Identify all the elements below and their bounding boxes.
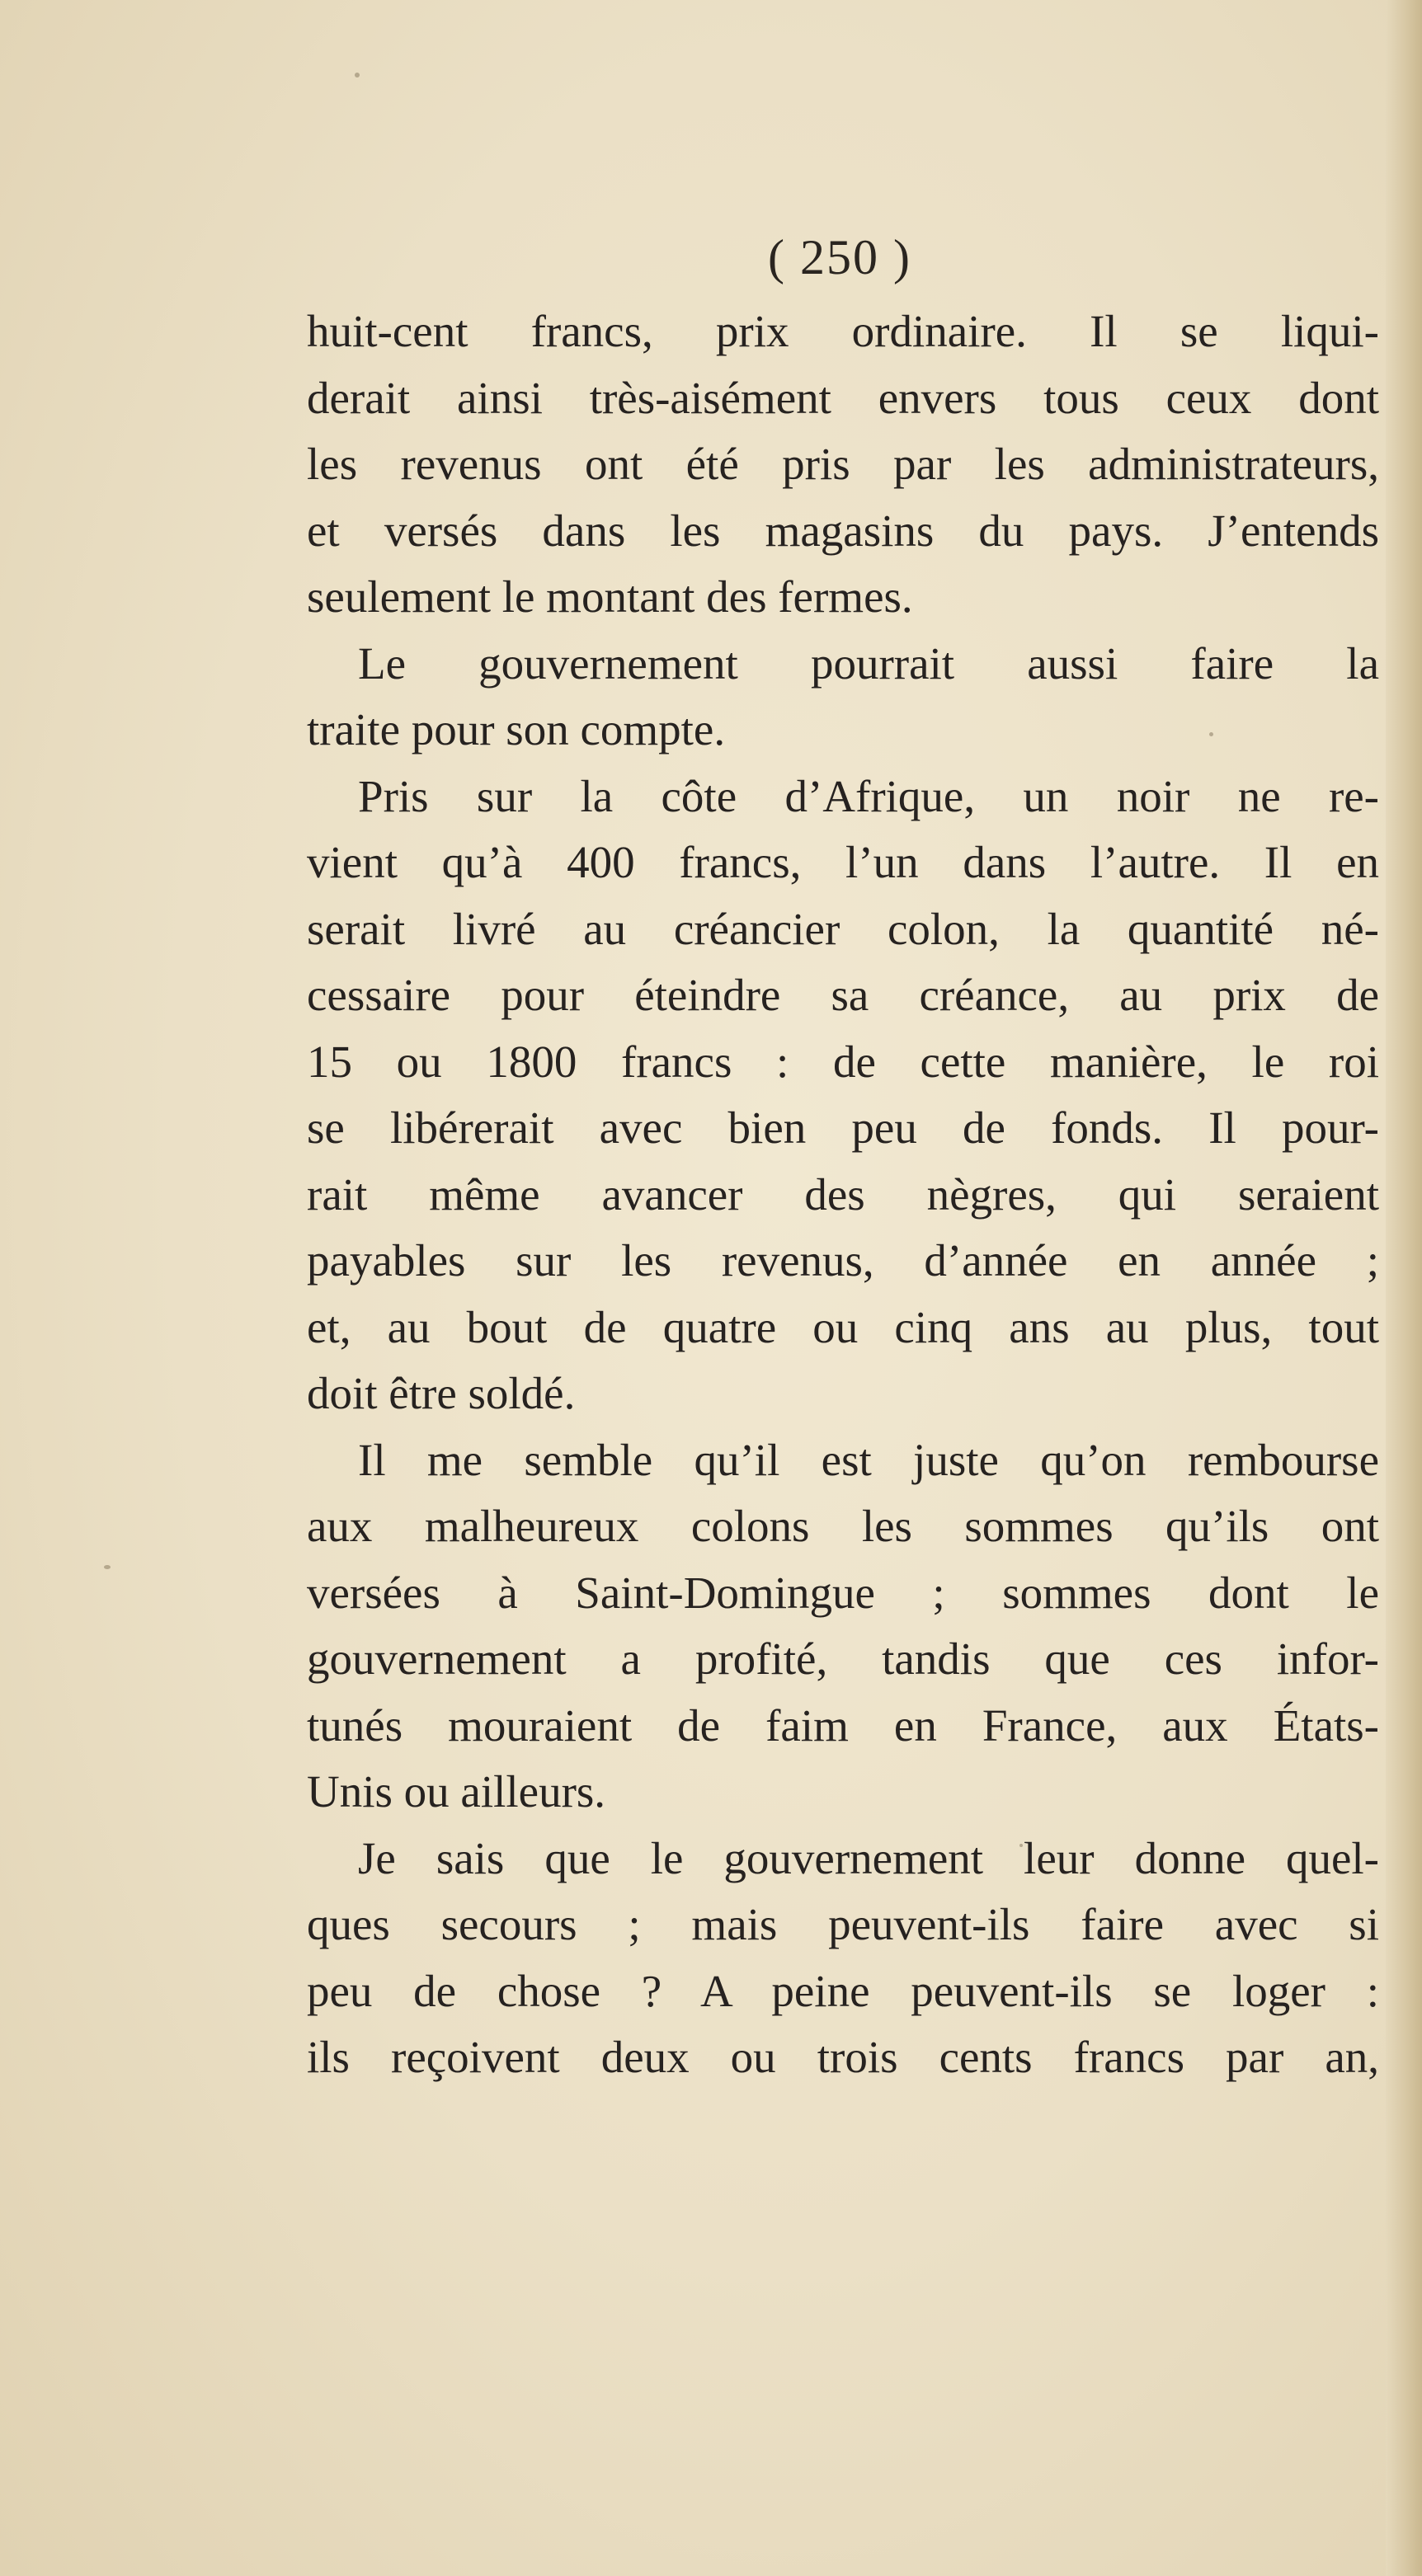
text-line: Unis ou ailleurs.	[307, 1766, 606, 1817]
text-line: 15 ou 1800 francs : de cette manière, le roi	[307, 1036, 1379, 1087]
text-line: et versés dans les magasins du pays. J’entends	[307, 505, 1379, 556]
text-line: traite pour son compte.	[307, 704, 726, 754]
text-line: Pris sur la côte d’Afrique, un noir ne re-	[358, 770, 1379, 821]
text-line: se libérerait avec bien peu de fonds. Il pour-	[307, 1102, 1379, 1153]
paper-speck	[104, 1565, 111, 1569]
text-line: ques secours ; mais peuvent-ils faire avec si	[307, 1899, 1379, 1949]
text-line: tunés mouraient de faim en France, aux États-	[307, 1699, 1379, 1751]
text-line: Je sais que le gouvernement leur donne quel-	[358, 1832, 1379, 1883]
text-line: ils reçoivent deux ou trois cents francs par an,	[307, 2032, 1379, 2082]
text-line: Le gouvernement pourrait aussi faire la	[358, 637, 1379, 689]
text-line: cessaire pour éteindre sa créance, au prix de	[307, 970, 1379, 1020]
text-line: peu de chose ? A peine peuvent-ils se loger :	[307, 1965, 1379, 2016]
text-line: et, au bout de quatre ou cinq ans au plus, tout	[307, 1301, 1379, 1352]
text-line: versées à Saint-Domingue ; sommes dont le	[307, 1567, 1379, 1618]
text-line: vient qu’à 400 francs, l’un dans l’autre. Il en	[307, 837, 1379, 887]
text-line: serait livré au créancier colon, la quantité né-	[307, 903, 1379, 954]
text-line: Il me semble qu’il est juste qu’on rembourse	[358, 1434, 1379, 1485]
text-line: payables sur les revenus, d’année en année ;	[307, 1235, 1379, 1286]
page-edge-shadow	[1386, 0, 1422, 2576]
text-line: derait ainsi très-aisément envers tous ceux dont	[307, 372, 1379, 423]
body-text	[307, 298, 1379, 2091]
paper-speck	[355, 73, 360, 78]
page-number: ( 250 )	[768, 230, 911, 284]
text-line: seulement le montant des fermes.	[307, 571, 913, 622]
text-line: huit-cent francs, prix ordinaire. Il se liqui-	[307, 306, 1379, 356]
text-line: les revenus ont été pris par les administrateurs,	[307, 439, 1379, 489]
text-line: doit être soldé.	[307, 1368, 576, 1418]
text-line: gouvernement a profité, tandis que ces infor-	[307, 1634, 1379, 1684]
text-line: aux malheureux colons les sommes qu’ils ont	[307, 1501, 1379, 1551]
text-line: rait même avancer des nègres, qui seraient	[307, 1168, 1379, 1220]
